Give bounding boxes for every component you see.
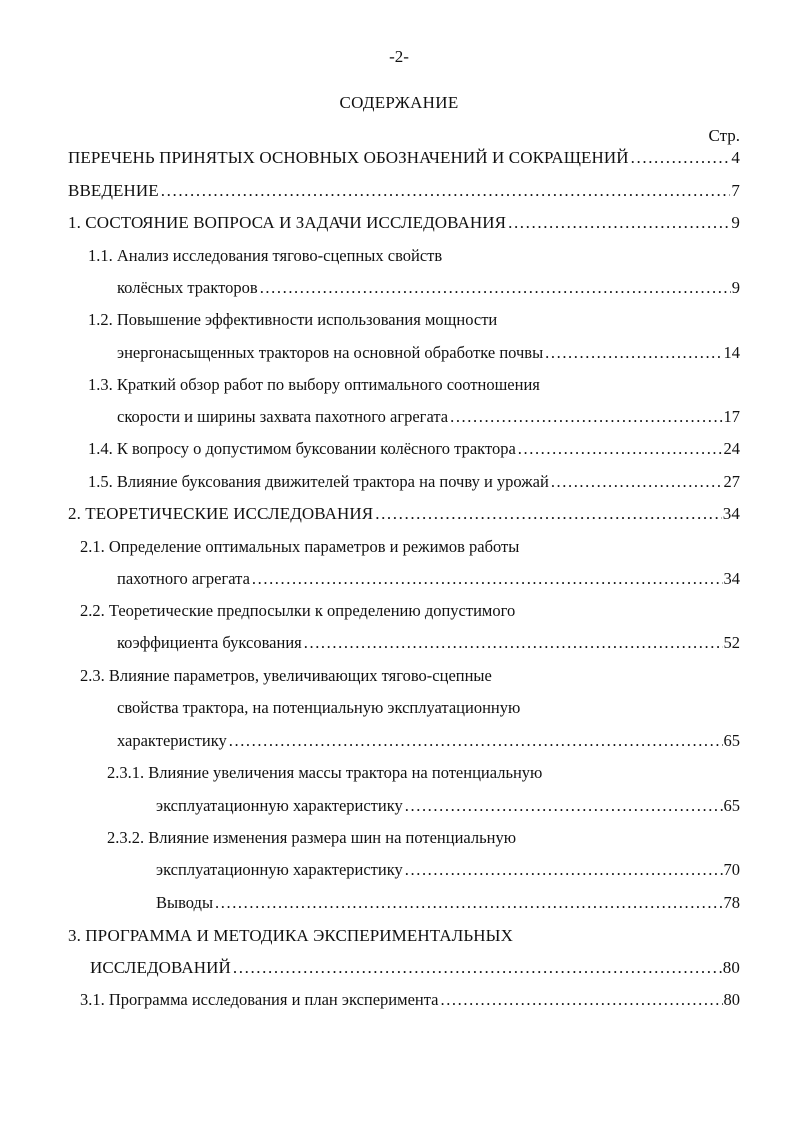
toc-entry-2-3[interactable] <box>117 729 740 753</box>
toc-leader-dots <box>549 470 723 494</box>
toc-entry-2-3-2-line1[interactable]: 2.3.2. Влияние изменения размера шин на потенциальную <box>107 828 517 847</box>
toc-entry-page: 17 <box>723 407 740 426</box>
toc-entry-2-3-1-line1[interactable]: 2.3.1. Влияние увеличения массы трактора на потенциальную <box>107 763 543 782</box>
toc-entry-1-1-line1[interactable]: 1.1. Анализ исследования тягово-сцепных свойств <box>88 246 443 265</box>
toc-entry-2-3-line2[interactable]: свойства трактора, на потенциальную эксплуатационную <box>117 698 521 717</box>
toc-entry-text: эксплуатационную характеристику <box>156 860 403 879</box>
toc-entry-page: 65 <box>723 731 740 750</box>
toc-entry-text: 1. СОСТОЯНИЕ ВОПРОСА И ЗАДАЧИ ИССЛЕДОВАНИЯ <box>68 213 507 232</box>
toc-entry-chapter-2[interactable] <box>68 502 740 526</box>
toc-entry-text: колёсных тракторов <box>117 278 258 297</box>
toc-entry-page: 80 <box>722 958 740 977</box>
toc-entry-1-3[interactable] <box>117 405 740 429</box>
toc-leader-dots <box>231 956 722 980</box>
toc-entry-text: 2. ТЕОРЕТИЧЕСКИЕ ИССЛЕДОВАНИЯ <box>68 504 374 523</box>
toc-entry-text: скорости и ширины захвата пахотного агрегата <box>117 407 449 426</box>
toc-entry-1-5[interactable] <box>88 470 740 494</box>
toc-entry-introduction[interactable] <box>68 179 740 203</box>
toc-entry-2-3-2[interactable] <box>156 858 740 882</box>
toc-entry-page: 80 <box>723 990 740 1009</box>
toc-entry-page: 7 <box>731 181 740 200</box>
toc-leader-dots <box>438 988 722 1012</box>
toc-entry-1-4[interactable] <box>88 437 740 461</box>
toc-entry-page: 9 <box>731 213 740 232</box>
toc-leader-dots <box>506 211 730 235</box>
toc-entry-2-2-line1[interactable]: 2.2. Теоретические предпосылки к определению допустимого <box>80 601 516 620</box>
toc-leader-dots <box>213 891 722 915</box>
toc-entry-2-1[interactable] <box>117 567 740 591</box>
page-title: СОДЕРЖАНИЕ <box>339 93 459 112</box>
toc-entry-1-2-line1[interactable]: 1.2. Повышение эффективности использования мощности <box>88 310 498 329</box>
toc-entry-page: 27 <box>723 472 740 491</box>
page-number: -2- <box>389 47 409 66</box>
toc-entry-text: ИССЛЕДОВАНИЙ <box>90 958 231 977</box>
toc-entry-page: 34 <box>722 504 740 523</box>
toc-leader-dots <box>250 567 723 591</box>
toc-entry-page: 34 <box>723 569 740 588</box>
toc-leader-dots <box>448 405 722 429</box>
toc-entry-page: 9 <box>731 278 740 297</box>
toc-leader-dots <box>403 858 723 882</box>
toc-entry-1-2[interactable] <box>117 341 740 365</box>
toc-leader-dots <box>373 502 722 526</box>
toc-entry-page: 78 <box>723 893 740 912</box>
toc-entry-2-3-1[interactable] <box>156 794 740 818</box>
toc-leader-dots <box>258 276 731 300</box>
toc-entry-text: 3.1. Программа исследования и план эксперимента <box>80 990 439 1009</box>
toc-entry-1-3-line1[interactable]: 1.3. Краткий обзор работ по выбору оптимального соотношения <box>88 375 540 394</box>
toc-entry-2-1-line1[interactable]: 2.1. Определение оптимальных параметров и режимов работы <box>80 537 520 556</box>
toc-entry-text: эксплуатационную характеристику <box>156 796 403 815</box>
toc-entry-text: Выводы <box>156 893 214 912</box>
toc-entry-text: коэффициента буксования <box>117 633 302 652</box>
toc-entry-page: 65 <box>723 796 740 815</box>
toc-leader-dots <box>302 631 723 655</box>
toc-leader-dots <box>227 729 723 753</box>
toc-leader-dots <box>543 341 722 365</box>
toc-entry-3-1[interactable] <box>80 988 740 1012</box>
toc-entry-2-2[interactable] <box>117 631 740 655</box>
toc-entry-text: ВВЕДЕНИЕ <box>68 181 159 200</box>
toc-entry-chapter-1[interactable] <box>68 211 740 235</box>
toc-entry-page: 24 <box>723 439 740 458</box>
page-column-header: Стр. <box>708 126 740 145</box>
toc-leader-dots <box>516 437 723 461</box>
toc-entry-text: пахотного агрегата <box>117 569 250 588</box>
toc-entry-text: характеристику <box>117 731 227 750</box>
toc-leader-dots <box>403 794 723 818</box>
toc-entry-page: 4 <box>731 148 740 167</box>
toc-entry-text: энергонасыщенных тракторов на основной обработке почвы <box>117 343 544 362</box>
toc-entry-text: 1.5. Влияние буксования движителей трактора на почву и урожай <box>88 472 549 491</box>
toc-entry-2-3-line1[interactable]: 2.3. Влияние параметров, увеличивающих тягово-сцепные <box>80 666 492 685</box>
toc-entry-1-1[interactable] <box>117 276 740 300</box>
toc-leader-dots <box>629 146 731 170</box>
toc-entry-conclusions[interactable] <box>156 891 740 915</box>
toc-entry-chapter-3-line1[interactable]: 3. ПРОГРАММА И МЕТОДИКА ЭКСПЕРИМЕНТАЛЬНЫХ <box>68 926 513 945</box>
toc-entry-abbreviations[interactable] <box>68 146 740 170</box>
toc-entry-page: 14 <box>723 343 740 362</box>
toc-entry-chapter-3[interactable] <box>90 956 740 980</box>
toc-entry-text: ПЕРЕЧЕНЬ ПРИНЯТЫХ ОСНОВНЫХ ОБОЗНАЧЕНИЙ И СОКРАЩЕНИЙ <box>68 148 629 167</box>
toc-entry-text: 1.4. К вопросу о допустимом буксовании колёсного трактора <box>88 439 516 458</box>
toc-entry-page: 52 <box>723 633 740 652</box>
toc-entry-page: 70 <box>723 860 740 879</box>
toc-leader-dots <box>159 179 731 203</box>
